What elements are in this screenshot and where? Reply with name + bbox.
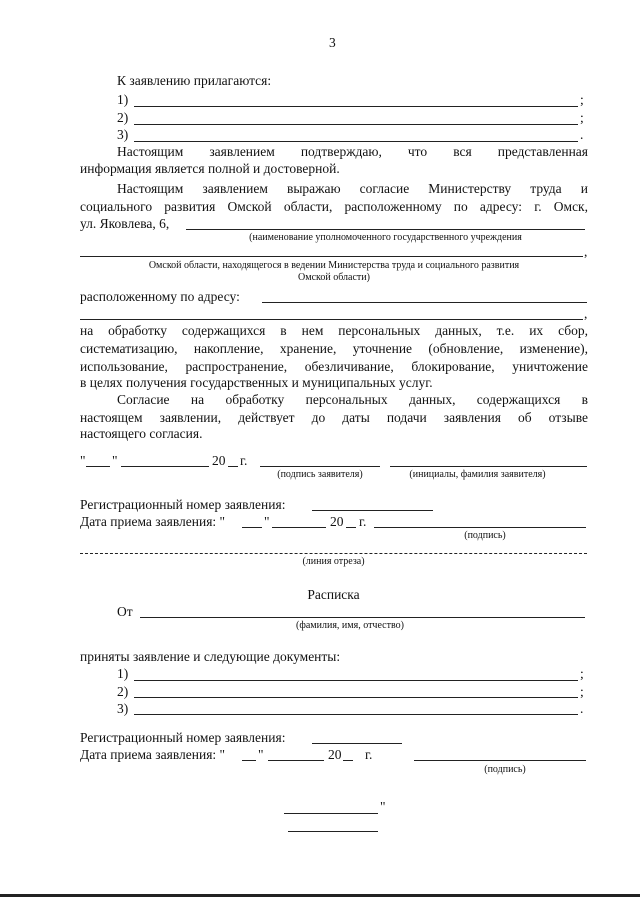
date-month-field[interactable] [121, 466, 209, 467]
receipt-day-field[interactable] [242, 760, 256, 761]
page-bottom-edge [0, 894, 640, 897]
institution-hint-3: Омской области) [298, 272, 370, 283]
receipt-from-label: От [117, 604, 133, 619]
processing-line-4: в целях получения государственных и муниципальных услуг. [80, 375, 433, 390]
consent-line-1: Настоящим заявлением выражаю согласие Министерству труда и [117, 181, 588, 196]
date-quote-close: " [112, 453, 118, 468]
registration-signature-field[interactable] [374, 527, 586, 528]
registration-quote-close: " [264, 514, 270, 529]
date-year-prefix: 20 [212, 453, 226, 468]
registration-day-field[interactable] [242, 527, 262, 528]
receipt-signature-field[interactable] [414, 760, 586, 761]
address-field-1[interactable] [262, 302, 587, 303]
receipt-signature-hint: (подпись) [484, 764, 526, 775]
registration-month-field[interactable] [272, 527, 326, 528]
registration-number-field[interactable] [312, 510, 433, 511]
date-quote-open: " [80, 453, 86, 468]
receipt-doc-3-field[interactable] [134, 714, 578, 715]
attachment-3-field[interactable] [134, 141, 578, 142]
receipt-doc-1-number: 1) [117, 666, 129, 681]
receipt-doc-2-end: ; [580, 684, 584, 699]
footer-mark-quote: " [380, 799, 386, 814]
attachment-2-field[interactable] [134, 124, 578, 125]
applicant-signature-hint: (подпись заявителя) [277, 469, 363, 480]
address-field-2[interactable] [80, 319, 583, 320]
receipt-doc-3-end: . [580, 701, 584, 716]
institution-field-2-end: , [584, 244, 588, 259]
institution-hint-2: Омской области, находящегося в ведении Министерства труда и социального развития [148, 260, 520, 271]
attachment-1-number: 1) [117, 92, 129, 107]
receipt-doc-1-field[interactable] [134, 680, 578, 681]
receipt-doc-3-number: 3) [117, 701, 129, 716]
receipt-quote-close: " [258, 747, 264, 762]
validity-line-3: настоящего согласия. [80, 426, 203, 441]
cut-line [80, 553, 587, 554]
receipt-title: Расписка [307, 587, 360, 602]
processing-line-2: систематизацию, накопление, хранение, уточнение (обновление, изменение), [80, 341, 588, 356]
confirm-line-2: информация является полной и достоверной. [80, 161, 340, 176]
attachment-1-end: ; [580, 92, 584, 107]
applicant-name-hint: (инициалы, фамилия заявителя) [409, 469, 546, 480]
receipt-year-suffix: г. [365, 747, 373, 762]
confirm-line-1: Настоящим заявлением подтверждаю, что вся представленная [117, 144, 588, 159]
receipt-accepted-text: приняты заявление и следующие документы: [80, 649, 341, 664]
attachments-heading: К заявлению прилагаются: [117, 73, 272, 88]
receipt-month-field[interactable] [268, 760, 324, 761]
receipt-year-prefix: 20 [328, 747, 342, 762]
consent-line-2: социального развития Омской области, расположенному по адресу: г. Омск, [80, 199, 588, 214]
attachment-2-end: ; [580, 110, 584, 125]
address-field-2-end: , [584, 306, 588, 321]
footer-mark-line-2 [288, 831, 378, 832]
institution-hint-1: (наименование уполномоченного государственного учреждения [249, 232, 522, 243]
page-number: 3 [329, 35, 336, 50]
registration-date-label: Дата приема заявления: " [80, 514, 226, 529]
address-label: расположенному по адресу: [80, 289, 240, 304]
processing-line-3: использование, распространение, обезличивание, блокирование, уничтожение [80, 359, 588, 374]
validity-line-2: настоящем заявлении, действует до даты подачи заявления об отзыве [80, 410, 588, 425]
receipt-doc-1-end: ; [580, 666, 584, 681]
registration-year-field[interactable] [346, 527, 356, 528]
institution-field-2[interactable] [80, 256, 583, 257]
registration-signature-hint: (подпись) [464, 530, 506, 541]
consent-line-3: ул. Яковлева, 6, [80, 216, 170, 231]
date-year-suffix: г. [240, 453, 248, 468]
date-day-field[interactable] [86, 466, 110, 467]
applicant-signature-field[interactable] [260, 466, 380, 467]
institution-field-1[interactable] [186, 229, 585, 230]
date-year-field[interactable] [228, 466, 238, 467]
attachment-1-field[interactable] [134, 106, 578, 107]
footer-mark-line-1 [284, 813, 378, 814]
attachment-3-number: 3) [117, 127, 129, 142]
receipt-doc-2-field[interactable] [134, 697, 578, 698]
attachment-2-number: 2) [117, 110, 129, 125]
applicant-name-field[interactable] [390, 466, 587, 467]
registration-year-prefix: 20 [330, 514, 344, 529]
cut-line-hint: (линия отреза) [302, 556, 365, 567]
receipt-registration-field[interactable] [312, 743, 402, 744]
validity-line-1: Согласие на обработку персональных данных, содержащихся в [117, 392, 588, 407]
receipt-doc-2-number: 2) [117, 684, 129, 699]
receipt-from-field[interactable] [140, 617, 585, 618]
registration-number-label: Регистрационный номер заявления: [80, 497, 286, 512]
registration-year-suffix: г. [359, 514, 367, 529]
attachment-3-end: . [580, 127, 584, 142]
processing-line-1: на обработку содержащихся в нем персональных данных, т.е. их сбор, [80, 323, 588, 338]
receipt-year-field[interactable] [343, 760, 353, 761]
receipt-fio-hint: (фамилия, имя, отчество) [296, 620, 404, 631]
receipt-date-label: Дата приема заявления: " [80, 747, 226, 762]
receipt-registration-label: Регистрационный номер заявления: [80, 730, 286, 745]
